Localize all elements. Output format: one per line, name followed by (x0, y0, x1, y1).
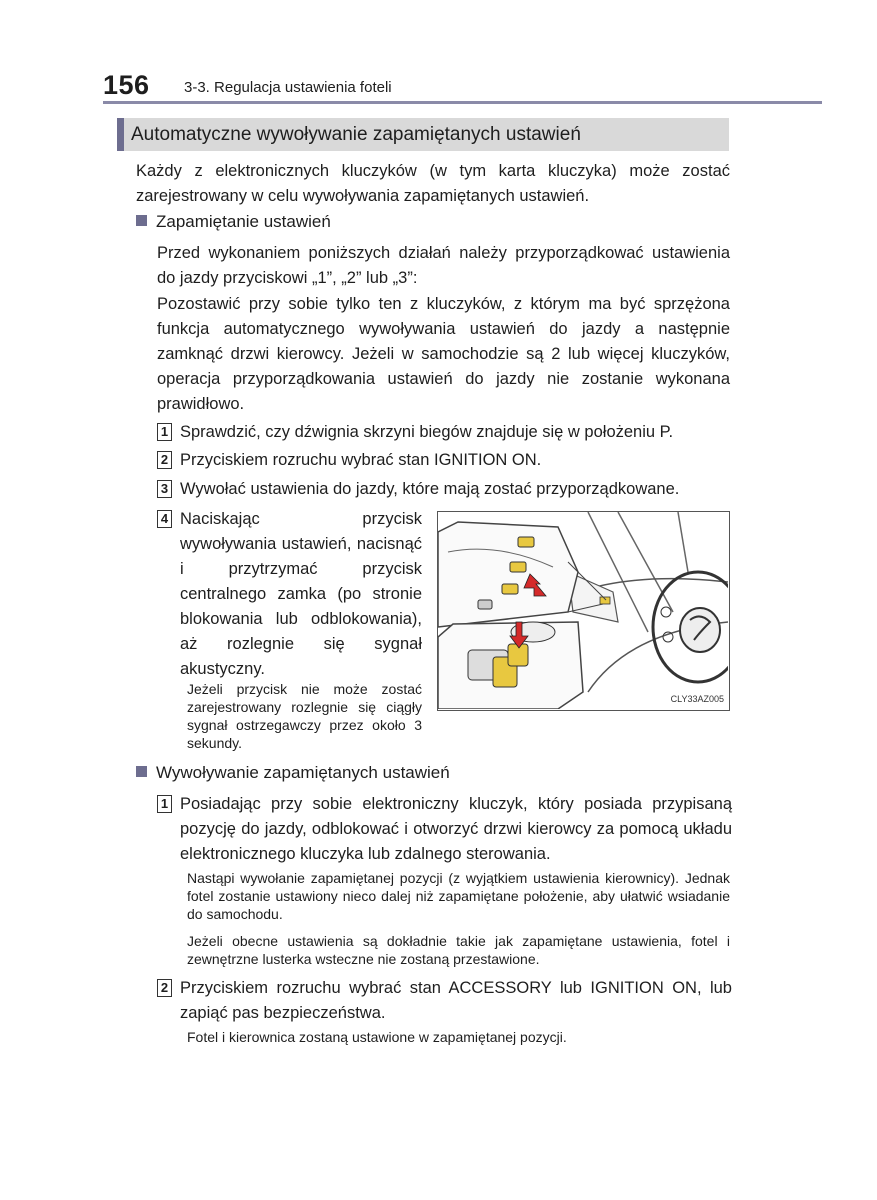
recall-step-2-note: Fotel i kierownica zostaną ustawione w zapamiętanej pozycji. (187, 1029, 567, 1045)
step-4-note: Jeżeli przycisk nie może zostać zarejestrowany rozlegnie się ciągły sygnał ostrzegawczy przez około 3 sekundy. (187, 681, 422, 751)
step-number-badge: 1 (157, 423, 172, 441)
step-number-badge: 2 (157, 451, 172, 469)
saving-step-1 (157, 420, 732, 445)
saving-heading (136, 212, 331, 232)
saving-step-2 (157, 448, 732, 473)
intro-paragraph: Każdy z elektronicznych kluczyków (w tym karta kluczyka) może zostać zarejestrowany w celu wywoływania zapamiętanych ustawień. (136, 162, 730, 205)
square-bullet-icon (136, 215, 147, 226)
steering-wheel-icon (653, 572, 728, 682)
saving-para-2: Pozostawić przy sobie tylko ten z kluczyków, z którym ma być sprzężona funkcja automatycznego wywoływania ustawień do jazdy a następnie zamknąć drzwi kierowcy. Jeżeli w samochodzie są 2 lub więcej kluczyków, operacja przyporządkowania ustawień do jazdy nie zostanie wykonana prawidłowo. (157, 295, 730, 413)
step-text: Wywołać ustawienia do jazdy, które mają zostać przyporządkowane. (180, 480, 680, 498)
step-text: Sprawdzić, czy dźwignia skrzyni biegów znajduje się w położeniu P. (180, 423, 674, 441)
saving-step-4 (157, 507, 422, 682)
car-interior-drawing (438, 512, 728, 709)
saving-para-1: Przed wykonaniem poniższych działań należy przyporządkować ustawienia do jazdy przyciskowi „1”, „2” lub „3”: (157, 244, 730, 287)
illustration-code: CLY33AZ005 (670, 694, 724, 704)
chapter-title: 3-3. Regulacja ustawienia foteli (184, 79, 392, 96)
recall-step-1 (157, 792, 732, 867)
step-text: Posiadając przy sobie elektroniczny kluczyk, który posiada przypisaną pozycję do jazdy, odblokować i otworzyć drzwi kierowcy za pomocą układu elektronicznego kluczyka lub zdalnego sterowania. (180, 795, 732, 863)
step-number-badge: 3 (157, 480, 172, 498)
recall-heading (136, 763, 450, 783)
door-lock-switch-detail (438, 622, 583, 709)
step-number-badge: 1 (157, 795, 172, 813)
saving-step-3 (157, 477, 732, 502)
saving-heading-text: Zapamiętanie ustawień (156, 212, 331, 231)
step-text: Przyciskiem rozruchu wybrać stan IGNITION ON. (180, 451, 542, 469)
recall-step-1-note-1: Nastąpi wywołanie zapamiętanej pozycji (z wyjątkiem ustawienia kierownicy). Jednak fotel zostanie ustawiony nieco dalej niż zapamiętane położenie, aby ułatwić wsiadanie do samochodu. (187, 870, 730, 922)
square-bullet-icon (136, 766, 147, 777)
step-number-badge: 2 (157, 979, 172, 997)
section-title-band (117, 118, 729, 151)
memory-button-detail (438, 522, 578, 627)
header-divider (103, 101, 822, 104)
page-number: 156 (103, 70, 150, 100)
section-accent-bar (117, 118, 124, 151)
recall-heading-text: Wywoływanie zapamiętanych ustawień (156, 763, 450, 782)
section-title: Automatyczne wywoływanie zapamiętanych ustawień (131, 124, 581, 145)
step-number-badge: 4 (157, 510, 172, 528)
door-switch-illustration (437, 511, 730, 711)
recall-step-2 (157, 976, 732, 1026)
step-text: Przyciskiem rozruchu wybrać stan ACCESSORY lub IGNITION ON, lub zapiąć pas bezpieczeństwa. (180, 979, 732, 1022)
step-text: Naciskając przycisk wywoływania ustawień, nacisnąć i przytrzymać przycisk centralnego zamka (po stronie blokowania lub odblokowania), aż rozlegnie się sygnał akustyczny. (180, 510, 422, 678)
recall-step-1-note-2: Jeżeli obecne ustawienia są dokładnie takie jak zapamiętane ustawienia, fotel i zewnętrzne lusterka wsteczne nie zostaną przestawione. (187, 933, 730, 967)
